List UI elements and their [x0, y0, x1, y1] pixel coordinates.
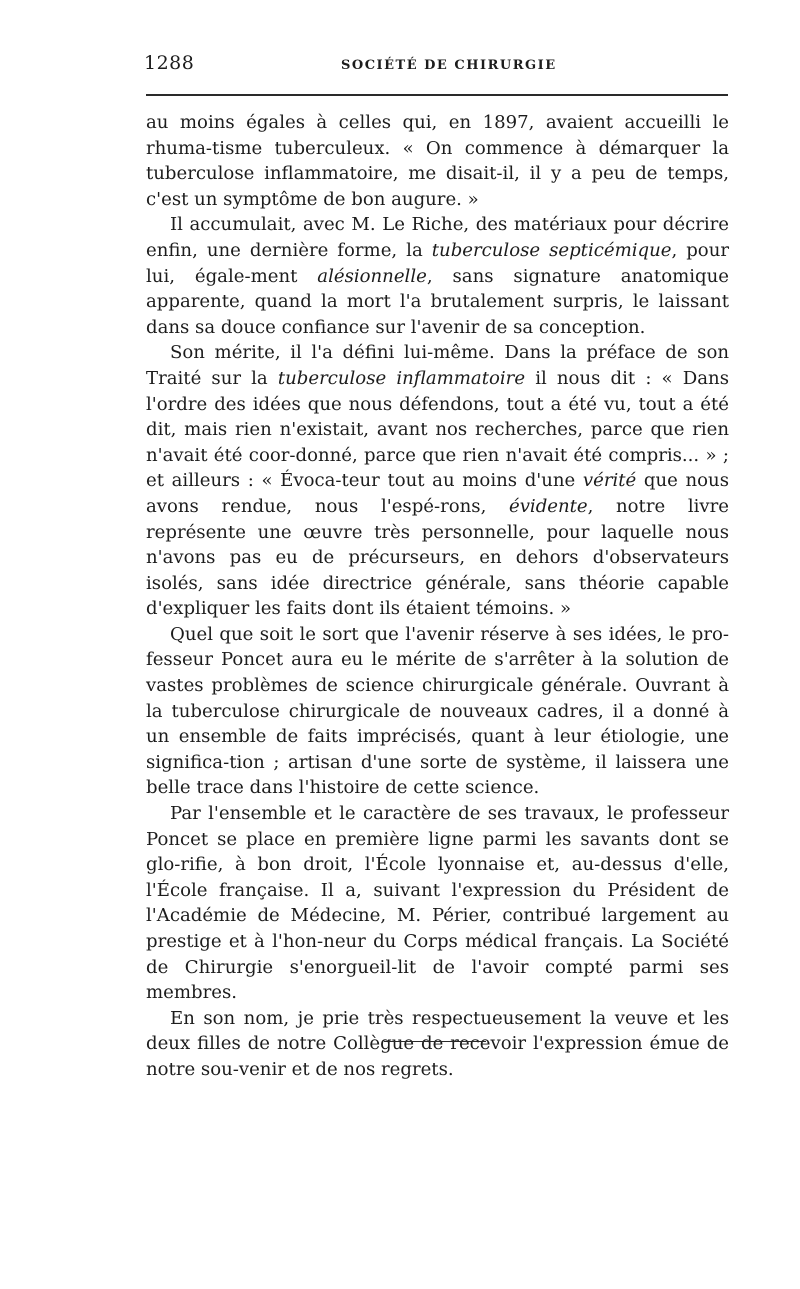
- italic-text: alésionnelle: [317, 265, 427, 287]
- paragraph-6: [146, 1006, 729, 1083]
- paragraph-text: il nous dit : « Dans l'ordre des idées que nous défendons, tout a été vu, tout a été dit, mais rien n'existait, avant nos recherches, parce que rien n'avait été coor-donné, parce que rien n'avait été compris... » ; et ailleurs : « Évoca-teur tout au moins d'une: [146, 367, 729, 492]
- paragraph-text: Quel que soit le sort que l'avenir réserve à ses idées, le pro-fesseur Poncet aura eu le mérite de s'arrêter à la solution de vastes problèmes de science chirurgicale générale. Ouvrant à la tuberculose chirurgicale de nouveaux cadres, il a donné à un ensemble de faits imprécisés, quant à leur étiologie, une significa-tion ; artisan d'une sorte de système, il laissera une belle trace dans l'histoire de cette science.: [146, 623, 729, 799]
- paragraph-1: [146, 110, 729, 212]
- paragraph-text: Il accumulait, avec M. Le Riche, des matériaux pour décrire enfin, une dernière forme, la: [146, 214, 729, 261]
- paragraph-text: , sans signature anatomique apparente, quand la mort l'a brutalement surpris, le laissant dans sa douce confiance sur l'avenir de sa conception.: [146, 265, 729, 338]
- italic-text: tuberculose septicémique: [431, 239, 672, 261]
- running-head: [144, 52, 728, 78]
- page-number: 1288: [144, 52, 195, 74]
- italic-text: vérité: [582, 470, 637, 492]
- paragraph-2: [146, 212, 729, 340]
- italic-text: tuberculose inflammatoire: [277, 367, 526, 389]
- body-text: [146, 110, 729, 1083]
- paragraph-text: au moins égales à celles qui, en 1897, avaient accueilli le rhuma-tisme tuberculeux. « On commence à démarquer la tuberculose inflammatoire, me disait-il, il y a peu de temps, c'est un symptôme de bon augure. »: [146, 112, 729, 210]
- paragraph-4: [146, 622, 729, 801]
- header-rule: [146, 94, 728, 96]
- italic-text: évidente: [508, 495, 588, 517]
- paragraph-5: [146, 801, 729, 1006]
- paragraph-text: Par l'ensemble et le caractère de ses travaux, le professeur Poncet se place en première ligne parmi les savants dont se glo-rifie, à bon droit, l'École lyonnaise et, au-dessus d'elle, l'École française. Il a, suivant l'expression du Président de l'Académie de Médecine, M. Périer, contribué largement au prestige et à l'hon-neur du Corps médical français. La Société de Chirurgie s'enorgueil-lit de l'avoir compté parmi ses membres.: [146, 803, 729, 1004]
- paragraph-3: [146, 340, 729, 622]
- paragraph-text: que nous avons rendue, nous l'espé-rons,: [146, 470, 729, 517]
- paragraph-text: , notre livre représente une œuvre très personnelle, pour laquelle nous n'avons pas eu de précurseurs, en dehors d'observateurs isolés, sans idée directrice générale, sans théorie capable d'expliquer les faits dont ils étaient témoins. »: [146, 495, 729, 620]
- paragraph-text: Son mérite, il l'a défini lui-même. Dans la préface de son Traité sur la: [146, 342, 729, 389]
- paragraph-text: En son nom, je prie très respectueusement la veuve et les deux filles de notre Collègue de recevoir l'expression émue de notre sou-venir et de nos regrets.: [146, 1007, 729, 1080]
- running-title: SOCIÉTÉ DE CHIRURGIE: [341, 58, 557, 73]
- paragraph-text: , pour lui, égale-ment: [146, 239, 730, 287]
- closing-rule: [384, 1041, 486, 1042]
